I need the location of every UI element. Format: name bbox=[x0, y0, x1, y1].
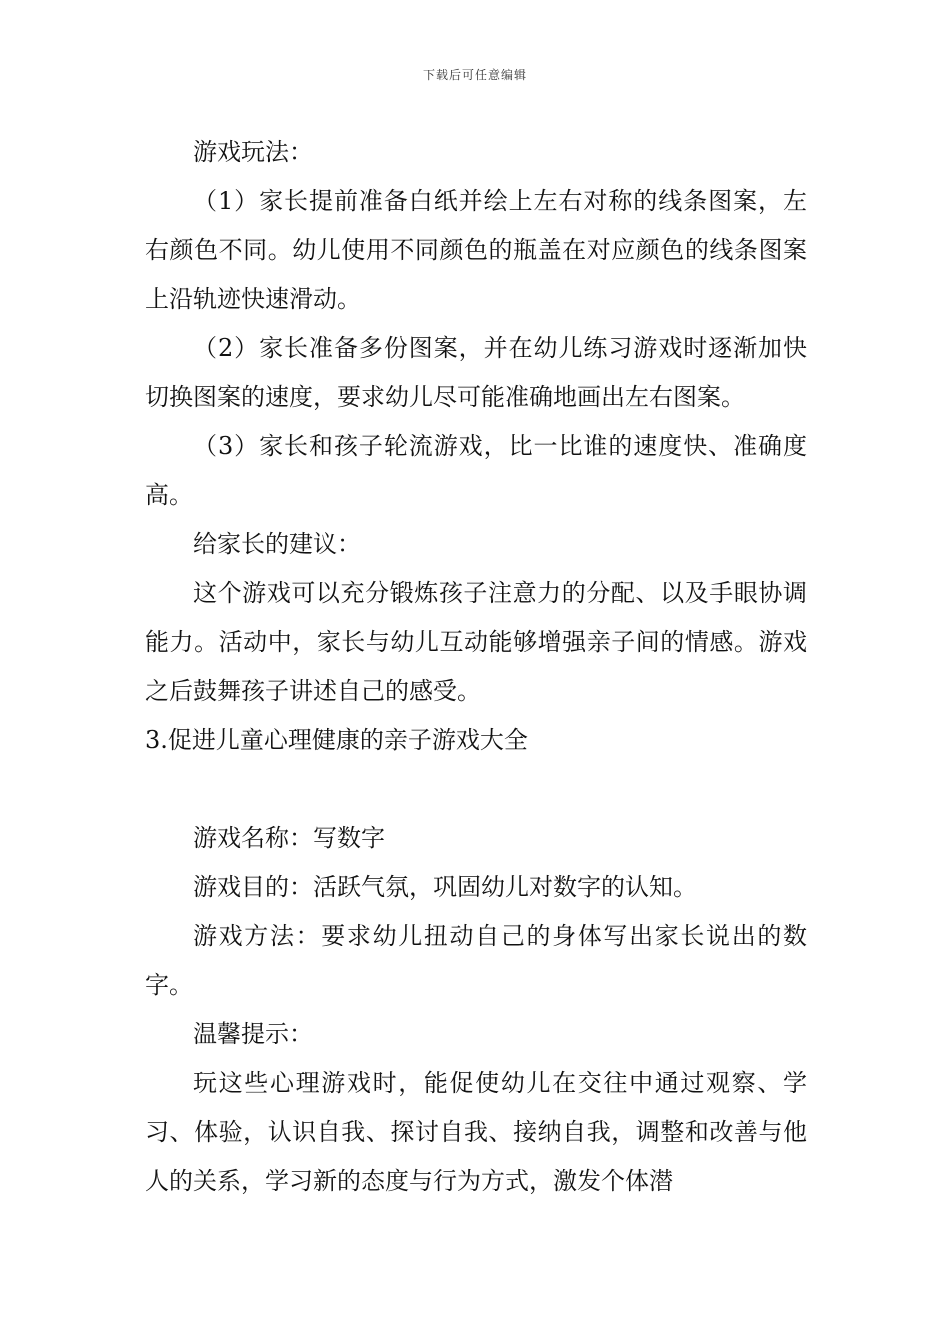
paragraph-game-name: 游戏名称：写数字 bbox=[193, 824, 385, 852]
paragraph-tips-label: 温馨提示： bbox=[193, 1020, 313, 1048]
paragraph-parent-advice-label: 给家长的建议： bbox=[193, 530, 361, 558]
blank-line bbox=[145, 765, 807, 814]
paragraph-rule-3: （3）家长和孩子轮流游戏，比一比谁的速度快、准确度高。 bbox=[145, 432, 807, 509]
paragraph-game-goal: 游戏目的：活跃气氛，巩固幼儿对数字的认知。 bbox=[193, 873, 697, 901]
paragraph-game-method: 游戏方法：要求幼儿扭动自己的身体写出家长说出的数字。 bbox=[145, 922, 807, 999]
paragraph-rule-2: （2）家长准备多份图案，并在幼儿练习游戏时逐渐加快切换图案的速度，要求幼儿尽可能准确地画出左右图案。 bbox=[145, 334, 807, 411]
paragraph-game-rules-label: 游戏玩法： bbox=[193, 138, 313, 166]
paragraph-tips: 玩这些心理游戏时，能促使幼儿在交往中通过观察、学习、体验，认识自我、探讨自我、接纳自我，调整和改善与他人的关系，学习新的态度与行为方式，激发个体潜 bbox=[145, 1069, 807, 1195]
paragraph-rule-1: （1）家长提前准备白纸并绘上左右对称的线条图案，左右颜色不同。幼儿使用不同颜色的瓶盖在对应颜色的线条图案上沿轨迹快速滑动。 bbox=[145, 187, 807, 313]
section-heading: 3.促进儿童心理健康的亲子游戏大全 bbox=[145, 726, 528, 754]
paragraph-parent-advice: 这个游戏可以充分锻炼孩子注意力的分配、以及手眼协调能力。活动中，家长与幼儿互动能够增强亲子间的情感。游戏之后鼓舞孩子讲述自己的感受。 bbox=[145, 579, 807, 705]
page-header: 下载后可任意编辑 bbox=[422, 68, 527, 82]
document-body bbox=[145, 128, 807, 1206]
